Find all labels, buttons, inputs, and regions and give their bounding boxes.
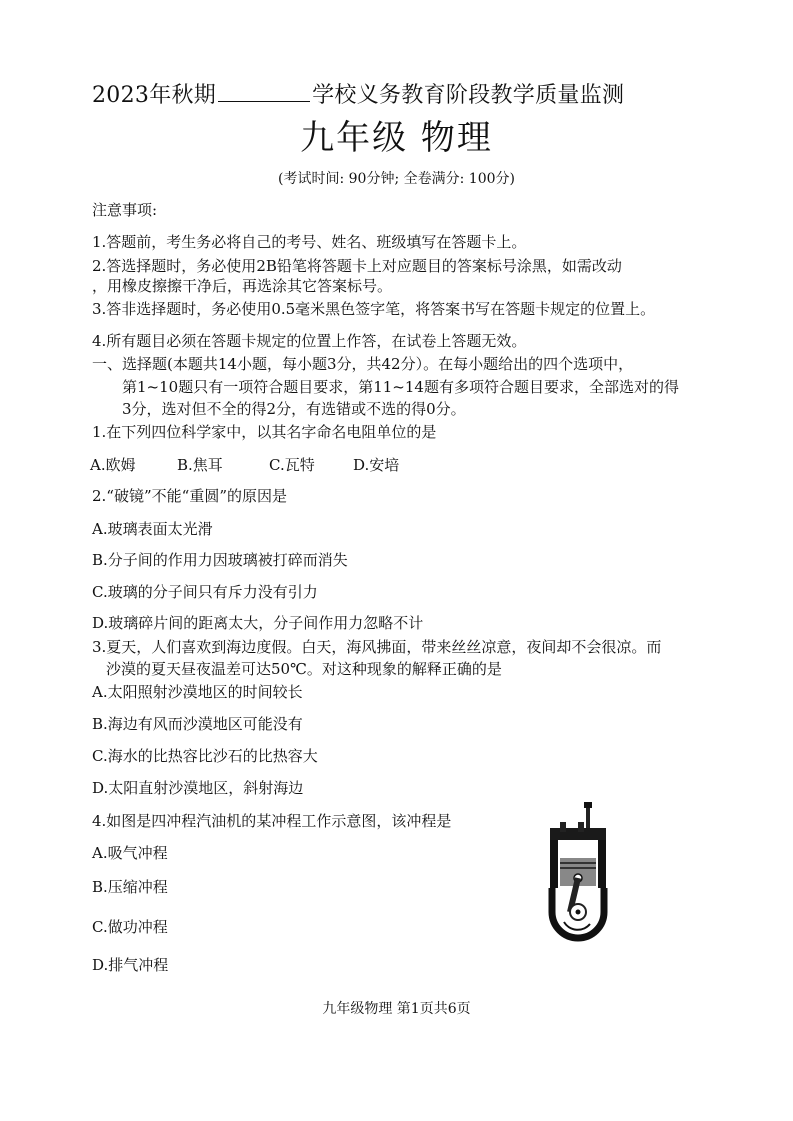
question-1-option-a: A.欧姆 [90,456,136,474]
question-2-option-d: D.玻璃碎片间的距离太大，分子间作用力忽略不计 [92,614,424,632]
question-2-stem: 2.“破镜”不能“重圆”的原因是 [92,487,287,505]
engine-stroke-diagram [546,800,608,945]
question-3-option-a: A.太阳照射沙漠地区的时间较长 [92,683,303,701]
question-2-option-a: A.玻璃表面太光滑 [92,520,213,538]
spark-plug-icon [584,802,592,830]
combustion-chamber [558,840,598,858]
question-1-stem: 1.在下列四位科学家中，以其名字命名电阻单位的是 [92,423,437,441]
question-3-stem-cont: 沙漠的夏天昼夜温差可达50℃。对这种现象的解释正确的是 [106,660,502,678]
note-item: 3.答非选择题时，务必使用0.5毫米黑色签字笔，将答案书写在答题卡规定的位置上。 [92,300,656,318]
question-1-option-d: D.安培 [353,456,400,474]
note-item: 1.答题前，考生务必将自己的考号、姓名、班级填写在答题卡上。 [92,233,527,251]
cylinder-head [550,822,606,840]
question-2-option-c: C.玻璃的分子间只有斥力没有引力 [92,583,318,601]
question-3-option-b: B.海边有风而沙漠地区可能没有 [92,715,303,733]
page-title: 九年级 物理 [300,118,493,158]
notes-title: 注意事项: [92,201,158,219]
note-item: 4.所有题目必须在答题卡规定的位置上作答，在试卷上答题无效。 [92,332,527,350]
question-1-option-b: B.焦耳 [177,456,223,474]
page-footer: 九年级物理 第1页共6页 [322,1001,471,1017]
note-item: ，用橡皮擦擦干净后，再选涂其它答案标号。 [92,277,393,295]
question-4-stem: 4.如图是四冲程汽油机的某冲程工作示意图，该冲程是 [92,812,452,830]
exam-header [92,78,624,109]
section-heading: 一、选择题(本题共14小题，每小题3分，共42分）。在每小题给出的四个选项中， [92,355,634,373]
question-2-option-b: B.分子间的作用力因玻璃被打碎而消失 [92,551,348,569]
section-instructions: 第1~10题只有一项符合题目要求，第11~14题有多项符合题目要求，全部选对的得 [122,378,679,396]
question-4-option-a: A.吸气冲程 [92,844,168,862]
exam-info: (考试时间: 90分钟; 全卷满分: 100分) [278,171,515,187]
question-3-stem: 3.夏天，人们喜欢到海边度假。白天，海风拂面，带来丝丝凉意，夜间却不会很凉。而 [92,638,662,656]
question-4-option-c: C.做功冲程 [92,918,168,936]
header-suffix: 学校义务教育阶段教学质量监测 [312,83,625,108]
section-instructions: 3分，选对但不全的得2分，有选错或不选的得0分。 [122,400,466,418]
question-4-option-b: B.压缩冲程 [92,878,168,896]
question-4-option-d: D.排气冲程 [92,956,169,974]
question-3-option-c: C.海水的比热容比沙石的比热容大 [92,747,318,765]
question-1-option-c: C.瓦特 [269,456,315,474]
school-name-blank [218,81,310,102]
question-3-option-d: D.太阳直射沙漠地区，斜射海边 [92,779,304,797]
crankcase [552,888,604,938]
header-prefix: 2023年秋期 [92,83,217,108]
note-item: 2.答选择题时，务必使用2B铅笔将答题卡上对应题目的答案标号涂黑，如需改动 [92,257,622,275]
